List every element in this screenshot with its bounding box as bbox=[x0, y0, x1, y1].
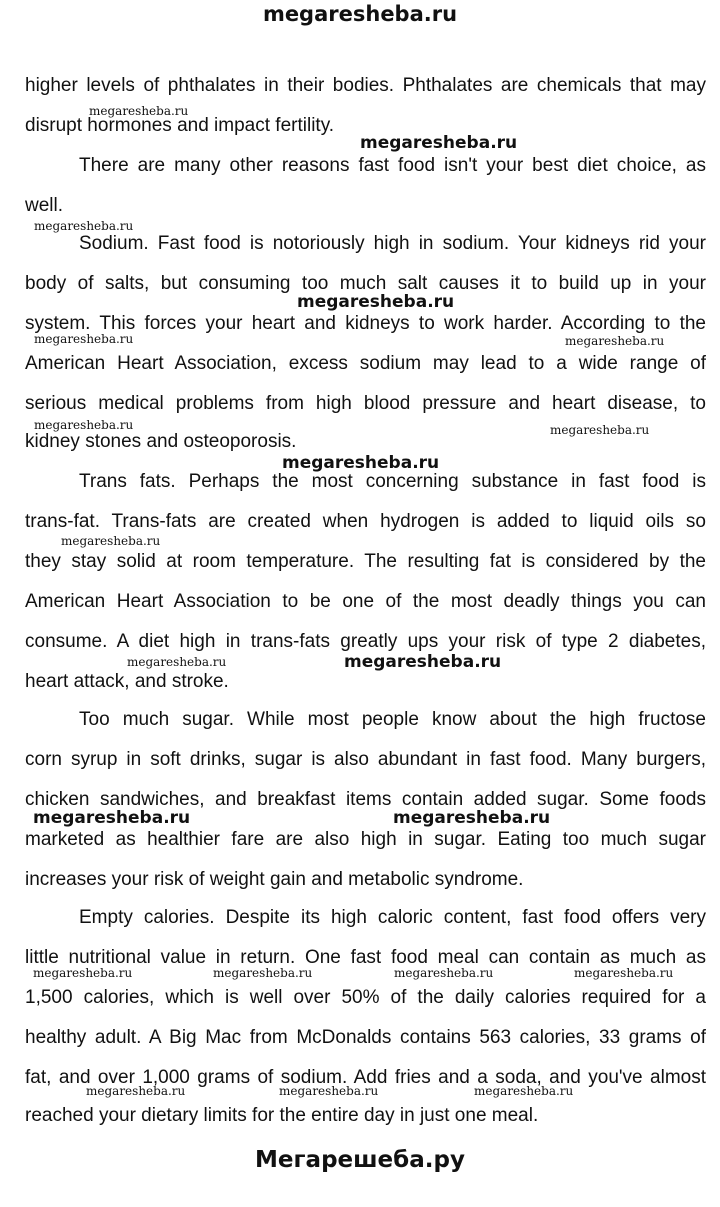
text-line: serious medical problems from high blood pressure and heart disease, to bbox=[25, 393, 706, 414]
watermark: megaresheba.ru bbox=[565, 334, 665, 348]
text-line: healthy adult. A Big Mac from McDonalds contains 563 calories, 33 grams of bbox=[25, 1027, 706, 1048]
text-line: American Heart Association to be one of the most deadly things you can bbox=[25, 591, 706, 612]
watermark: megaresheba.ru bbox=[33, 808, 191, 828]
text-line: heart attack, and stroke. bbox=[25, 671, 229, 692]
text-line: disrupt hormones and impact fertility. bbox=[25, 115, 335, 136]
site-header-title: megaresheba.ru bbox=[262, 2, 458, 26]
text-line: corn syrup in soft drinks, sugar is also abundant in fast food. Many burgers, bbox=[25, 749, 706, 770]
text-line: trans-fat. Trans-fats are created when hydrogen is added to liquid oils so bbox=[25, 511, 706, 532]
watermark: megaresheba.ru bbox=[34, 219, 134, 233]
watermark: megaresheba.ru bbox=[127, 655, 227, 669]
watermark: megaresheba.ru bbox=[394, 966, 494, 980]
text-line: well. bbox=[25, 195, 64, 216]
watermark: megaresheba.ru bbox=[282, 453, 440, 473]
watermark: megaresheba.ru bbox=[474, 1084, 574, 1098]
text-line: consume. A diet high in trans-fats greatly ups your risk of type 2 diabetes, bbox=[25, 631, 706, 652]
watermark: megaresheba.ru bbox=[89, 104, 189, 118]
watermark: megaresheba.ru bbox=[360, 133, 518, 153]
text-line: American Heart Association, excess sodium may lead to a wide range of bbox=[25, 353, 706, 374]
watermark: megaresheba.ru bbox=[344, 652, 502, 672]
text-line: body of salts, but consuming too much salt causes it to build up in your bbox=[25, 273, 706, 294]
text-line: There are many other reasons fast food isn't your best diet choice, as bbox=[79, 155, 706, 176]
text-line: chicken sandwiches, and breakfast items contain added sugar. Some foods bbox=[25, 789, 706, 810]
text-line: higher levels of phthalates in their bodies. Phthalates are chemicals that may bbox=[25, 75, 706, 96]
watermark: megaresheba.ru bbox=[61, 534, 161, 548]
text-line: they stay solid at room temperature. The resulting fat is considered by the bbox=[25, 551, 706, 572]
text-line: 1,500 calories, which is well over 50% of the daily calories required for a bbox=[25, 987, 706, 1008]
watermark: megaresheba.ru bbox=[550, 423, 650, 437]
watermark: megaresheba.ru bbox=[34, 332, 134, 346]
text-line: fat, and over 1,000 grams of sodium. Add fries and a soda, and you've almost bbox=[25, 1067, 706, 1088]
watermark: megaresheba.ru bbox=[574, 966, 674, 980]
text-line: increases your risk of weight gain and metabolic syndrome. bbox=[25, 869, 524, 890]
text-line: reached your dietary limits for the entire day in just one meal. bbox=[25, 1105, 539, 1126]
watermark: megaresheba.ru bbox=[86, 1084, 186, 1098]
text-line: marketed as healthier fare are also high in sugar. Eating too much sugar bbox=[25, 829, 706, 850]
watermark: megaresheba.ru bbox=[34, 418, 134, 432]
text-line: Empty calories. Despite its high caloric content, fast food offers very bbox=[79, 907, 706, 928]
watermark: megaresheba.ru bbox=[279, 1084, 379, 1098]
watermark: megaresheba.ru bbox=[213, 966, 313, 980]
text-line: kidney stones and osteoporosis. bbox=[25, 431, 297, 452]
text-line: Too much sugar. While most people know about the high fructose bbox=[79, 709, 706, 730]
watermark: megaresheba.ru bbox=[33, 966, 133, 980]
site-footer-title: Мегарешеба.ру bbox=[255, 1147, 465, 1173]
text-line: system. This forces your heart and kidneys to work harder. According to the bbox=[25, 313, 706, 334]
text-line: Trans fats. Perhaps the most concerning substance in fast food is bbox=[79, 471, 706, 492]
text-line: little nutritional value in return. One fast food meal can contain as much as bbox=[25, 947, 706, 968]
text-line: Sodium. Fast food is notoriously high in sodium. Your kidneys rid your bbox=[79, 233, 706, 254]
watermark: megaresheba.ru bbox=[393, 808, 551, 828]
watermark: megaresheba.ru bbox=[297, 292, 455, 312]
